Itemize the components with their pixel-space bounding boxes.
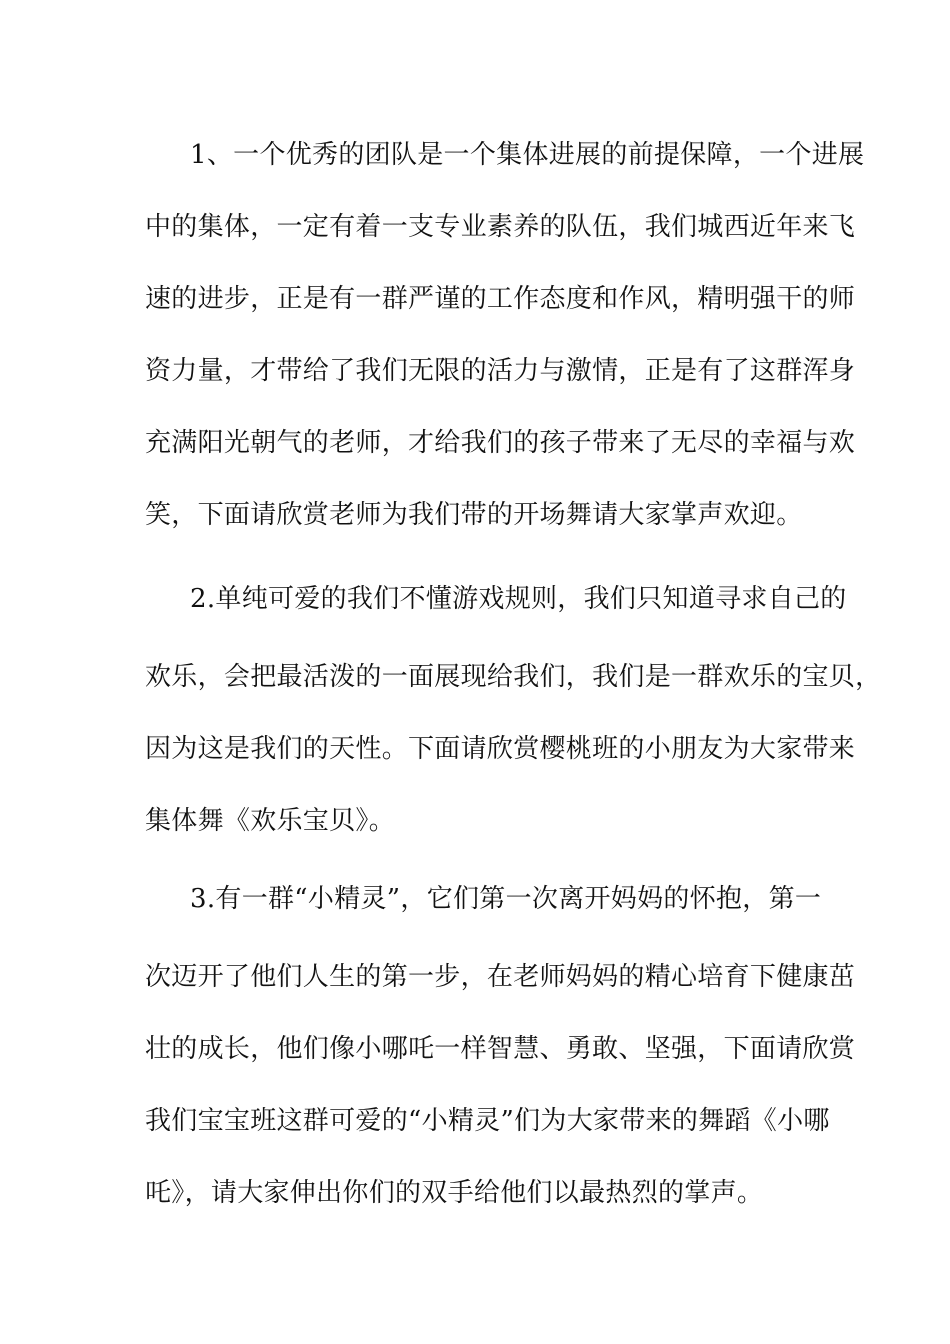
- paragraph-line: 欢乐，会把最活泼的一面展现给我们，我们是一群欢乐的宝贝，: [145, 662, 882, 692]
- paragraph-line: 充满阳光朝气的老师，才给我们的孩子带来了无尽的幸福与欢: [145, 428, 856, 458]
- paragraph-line: 因为这是我们的天性。下面请欣赏樱桃班的小朋友为大家带来: [145, 734, 856, 764]
- paragraph-line: 资力量，才带给了我们无限的活力与激情，正是有了这群浑身: [145, 356, 856, 386]
- paragraph-line: 集体舞《欢乐宝贝》。: [145, 806, 396, 836]
- paragraph-line: 中的集体，一定有着一支专业素养的队伍，我们城西近年来飞: [145, 212, 856, 242]
- paragraph-line: 壮的成长，他们像小哪吒一样智慧、勇敢、坚强，下面请欣赏: [145, 1034, 856, 1064]
- paragraph-line: 速的进步，正是有一群严谨的工作态度和作风，精明强干的师: [145, 284, 856, 314]
- paragraph-line: 我们宝宝班这群可爱的“小精灵”们为大家带来的舞蹈《小哪: [145, 1106, 830, 1136]
- paragraph-line: 2.单纯可爱的我们不懂游戏规则，我们只知道寻求自己的: [190, 584, 847, 614]
- paragraph-line: 笑，下面请欣赏老师为我们带的开场舞请大家掌声欢迎。: [145, 500, 803, 530]
- paragraph-line: 3.有一群“小精灵”，它们第一次离开妈妈的怀抱，第一: [190, 884, 822, 914]
- paragraph-line: 次迈开了他们人生的第一步，在老师妈妈的精心培育下健康茁: [145, 962, 856, 992]
- paragraph-line: 1、一个优秀的团队是一个集体进展的前提保障，一个进展: [190, 140, 865, 170]
- paragraph-line: 吒》，请大家伸出你们的双手给他们以最热烈的掌声。: [145, 1178, 764, 1208]
